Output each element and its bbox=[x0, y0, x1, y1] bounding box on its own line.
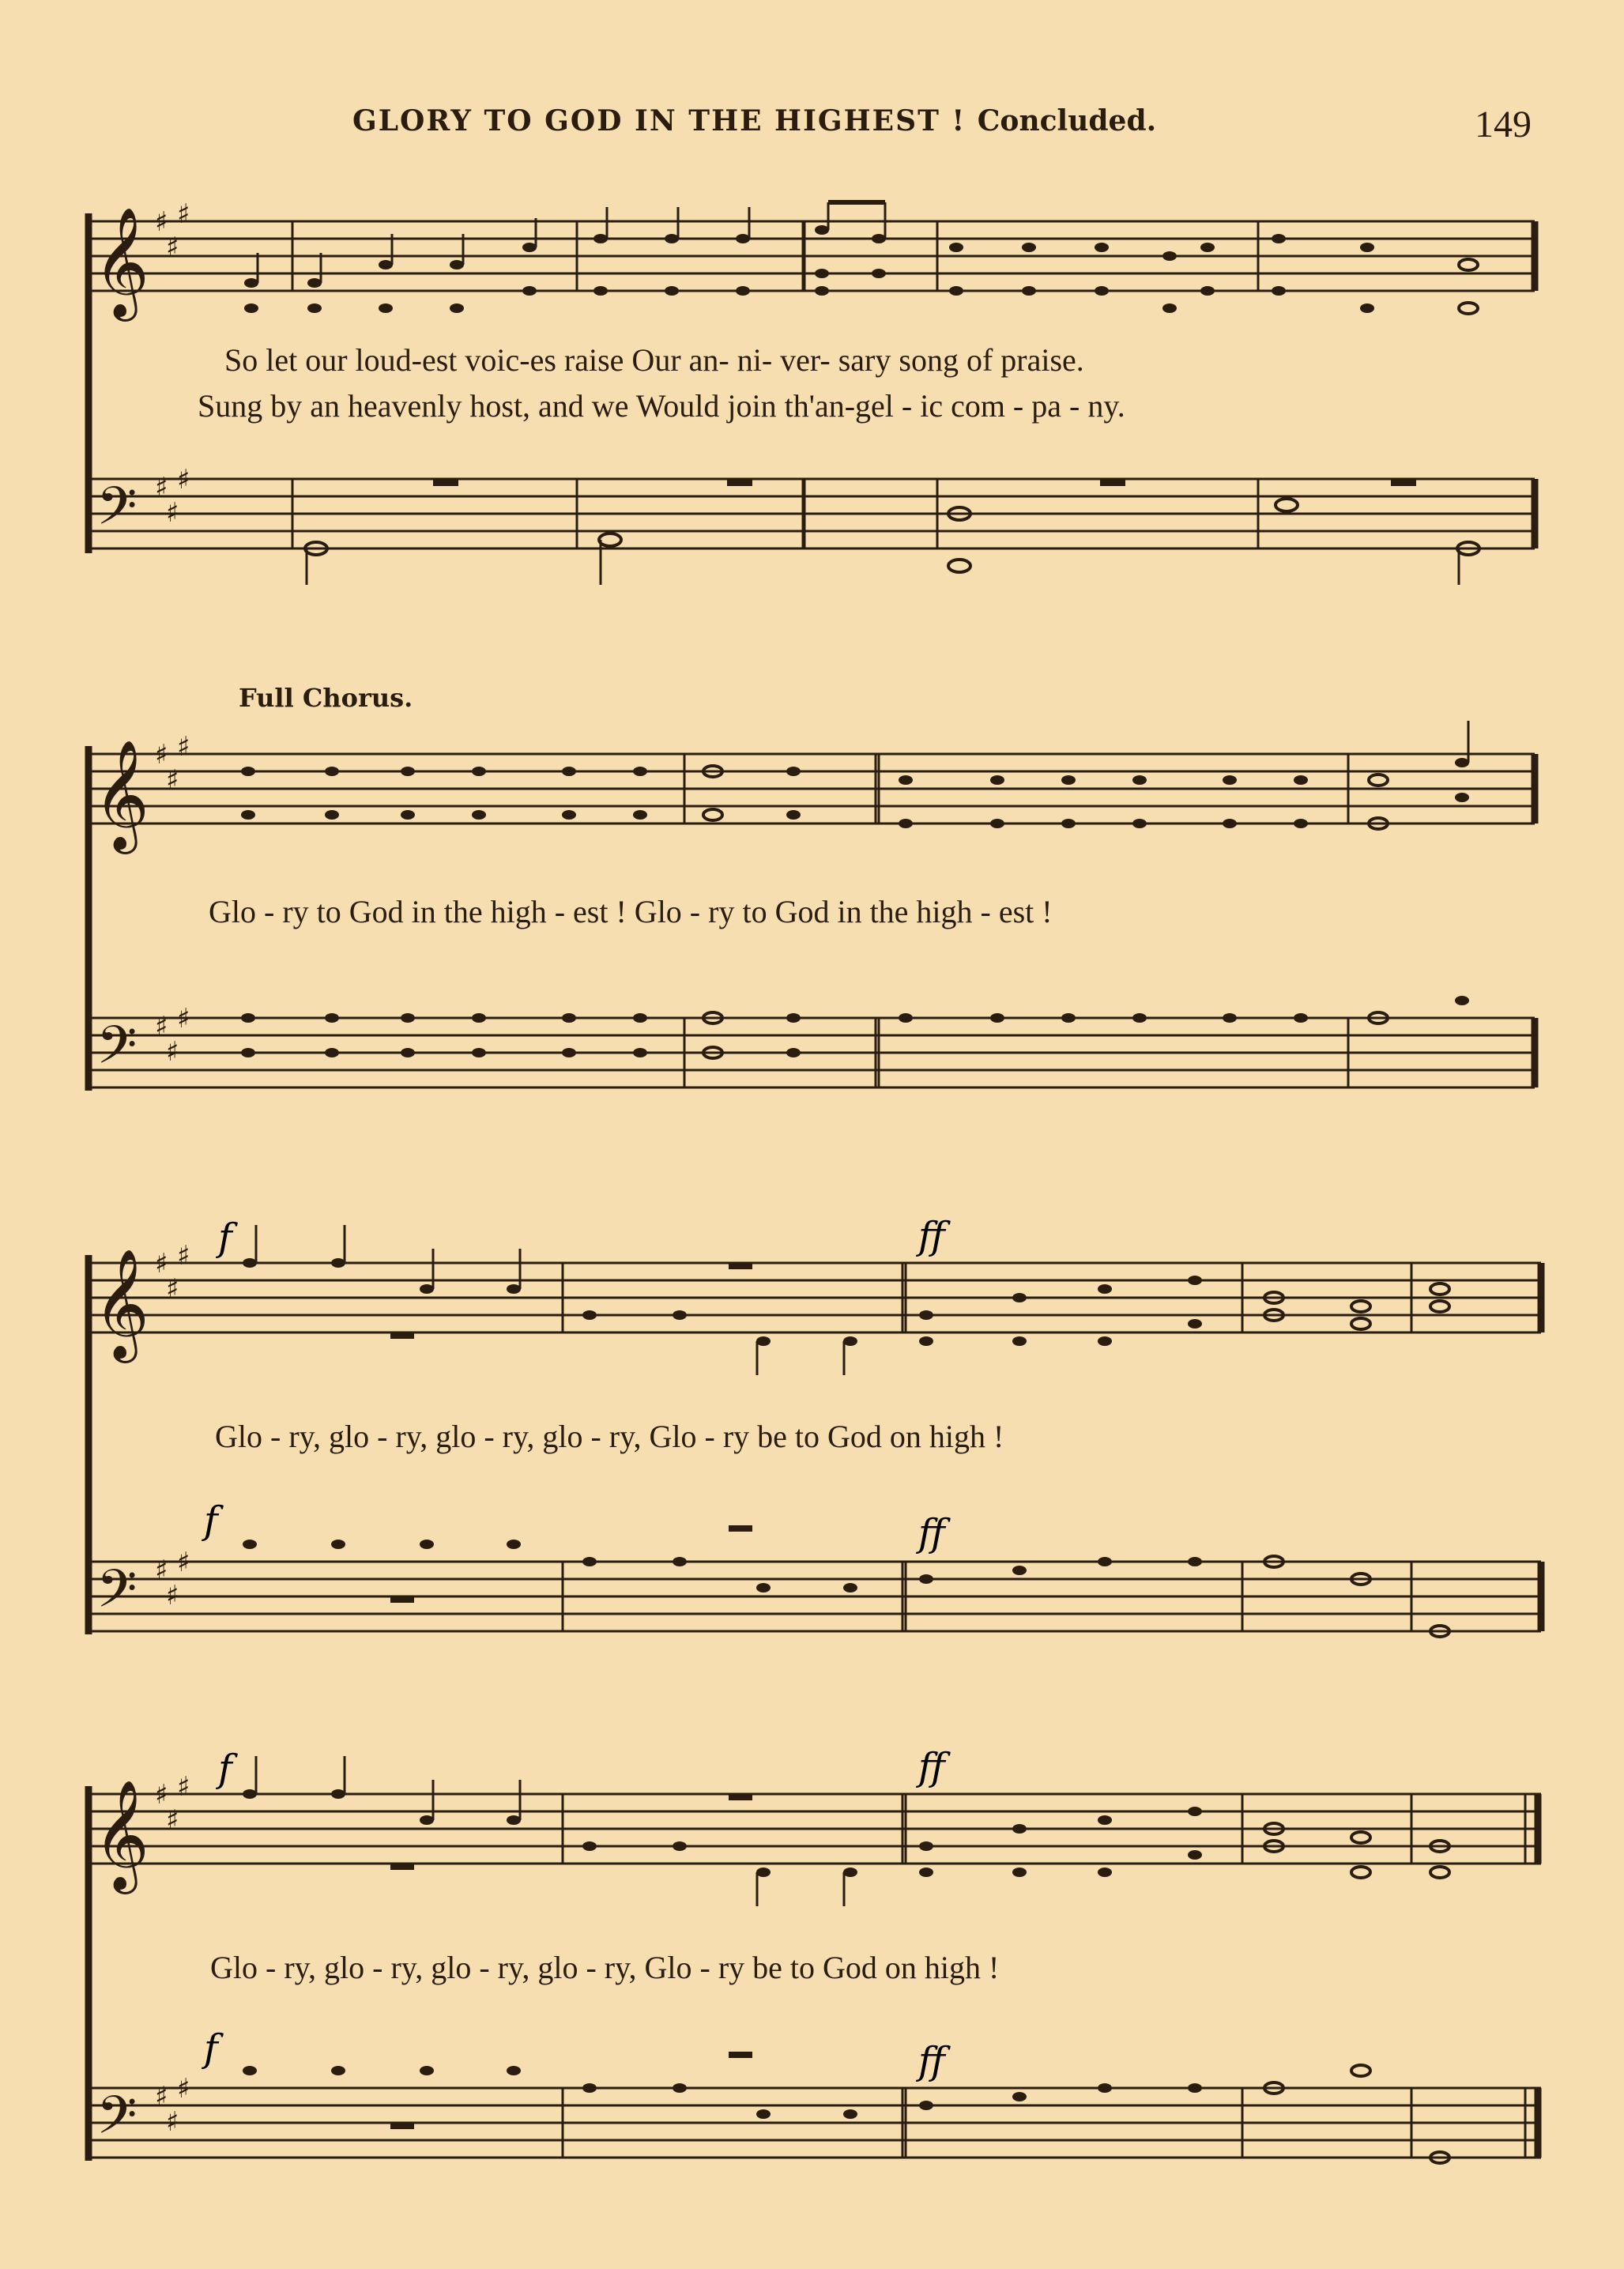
treble-clef-icon: 𝄞 bbox=[93, 207, 149, 317]
key-sharp-icon: ♯ bbox=[177, 1240, 190, 1272]
lyric-line: So let our loud-est voic-es raise Our an- ni- ver- sary song of praise. bbox=[224, 342, 1084, 378]
key-sharp-icon: ♯ bbox=[155, 1555, 168, 1586]
bass-staff-1 bbox=[89, 479, 1535, 548]
key-sharp-icon: ♯ bbox=[155, 2081, 168, 2113]
key-sharp-icon: ♯ bbox=[155, 206, 168, 238]
dynamic-forte: f bbox=[218, 1747, 232, 1791]
bass-staff-4 bbox=[89, 2088, 1541, 2158]
bass-staff-2 bbox=[89, 1018, 1535, 1087]
key-sharp-icon: ♯ bbox=[177, 731, 190, 763]
treble-clef-icon: 𝄞 bbox=[93, 1249, 149, 1359]
key-sharp-icon: ♯ bbox=[177, 1547, 190, 1578]
bass-clef-icon: 𝄢 bbox=[96, 1559, 138, 1632]
key-sharp-icon: ♯ bbox=[166, 1580, 179, 1611]
treble-clef-icon: 𝄞 bbox=[93, 740, 149, 850]
dynamic-fortissimo: ff bbox=[918, 1214, 946, 1258]
key-sharp-icon: ♯ bbox=[155, 739, 168, 771]
key-sharp-icon: ♯ bbox=[166, 1804, 179, 1836]
bass-clef-icon: 𝄢 bbox=[96, 1015, 138, 1088]
key-sharp-icon: ♯ bbox=[166, 764, 179, 796]
treble-staff-3 bbox=[89, 1263, 1541, 1332]
treble-staff-4 bbox=[89, 1794, 1541, 1864]
dynamic-fortissimo: ff bbox=[918, 1745, 946, 1789]
key-sharp-icon: ♯ bbox=[166, 232, 179, 263]
bass-staff-3 bbox=[89, 1562, 1541, 1631]
section-label: Full Chorus. bbox=[239, 683, 413, 713]
treble-clef-icon: 𝄞 bbox=[93, 1780, 149, 1890]
key-sharp-icon: ♯ bbox=[155, 472, 168, 503]
key-sharp-icon: ♯ bbox=[155, 1011, 168, 1042]
page-header bbox=[352, 104, 1156, 138]
key-sharp-icon: ♯ bbox=[177, 464, 190, 496]
dynamic-forte: f bbox=[204, 2026, 218, 2071]
dynamic-fortissimo: ff bbox=[918, 1511, 946, 1555]
key-sharp-icon: ♯ bbox=[166, 1036, 179, 1068]
treble-staff-2 bbox=[89, 754, 1535, 824]
treble-staff-1 bbox=[89, 221, 1535, 291]
key-sharp-icon: ♯ bbox=[166, 497, 179, 529]
key-sharp-icon: ♯ bbox=[155, 1779, 168, 1811]
bass-notes-3 bbox=[243, 1525, 1449, 1637]
key-sharp-icon: ♯ bbox=[166, 1273, 179, 1305]
lyric-line: Glo - ry, glo - ry, glo - ry, glo - ry, Glo - ry be to God on high ! bbox=[210, 1950, 1000, 1985]
lyric-line: Glo - ry, glo - ry, glo - ry, glo - ry, Glo - ry be to God on high ! bbox=[215, 1419, 1004, 1454]
treble-notes-4 bbox=[243, 1756, 1449, 1906]
key-sharp-icon: ♯ bbox=[166, 2106, 179, 2138]
lyric-line: Glo - ry to God in the high - est ! Glo - ry to God in the high - est ! bbox=[209, 894, 1053, 929]
treble-notes-1 bbox=[244, 202, 1478, 314]
bass-clef-icon: 𝄢 bbox=[96, 476, 138, 549]
dynamic-forte: f bbox=[218, 1216, 232, 1260]
treble-notes-3 bbox=[243, 1225, 1449, 1375]
key-sharp-icon: ♯ bbox=[177, 198, 190, 230]
dynamic-forte: f bbox=[204, 1498, 218, 1543]
key-sharp-icon: ♯ bbox=[177, 1003, 190, 1035]
song-subtitle: Concluded. bbox=[977, 104, 1157, 138]
treble-notes-2 bbox=[241, 721, 1469, 829]
bass-clef-icon: 𝄢 bbox=[96, 2085, 138, 2158]
key-sharp-icon: ♯ bbox=[177, 2073, 190, 2105]
page-number: 149 bbox=[1475, 104, 1532, 145]
dynamic-fortissimo: ff bbox=[918, 2039, 946, 2083]
bass-notes-4 bbox=[243, 2052, 1449, 2163]
key-sharp-icon: ♯ bbox=[155, 1248, 168, 1280]
key-sharp-icon: ♯ bbox=[177, 1771, 190, 1803]
song-title: GLORY TO GOD IN THE HIGHEST ! bbox=[352, 104, 966, 138]
lyric-line: Sung by an heavenly host, and we Would join th'an-gel - ic com - pa - ny. bbox=[198, 388, 1125, 424]
bass-notes-2 bbox=[241, 996, 1469, 1058]
